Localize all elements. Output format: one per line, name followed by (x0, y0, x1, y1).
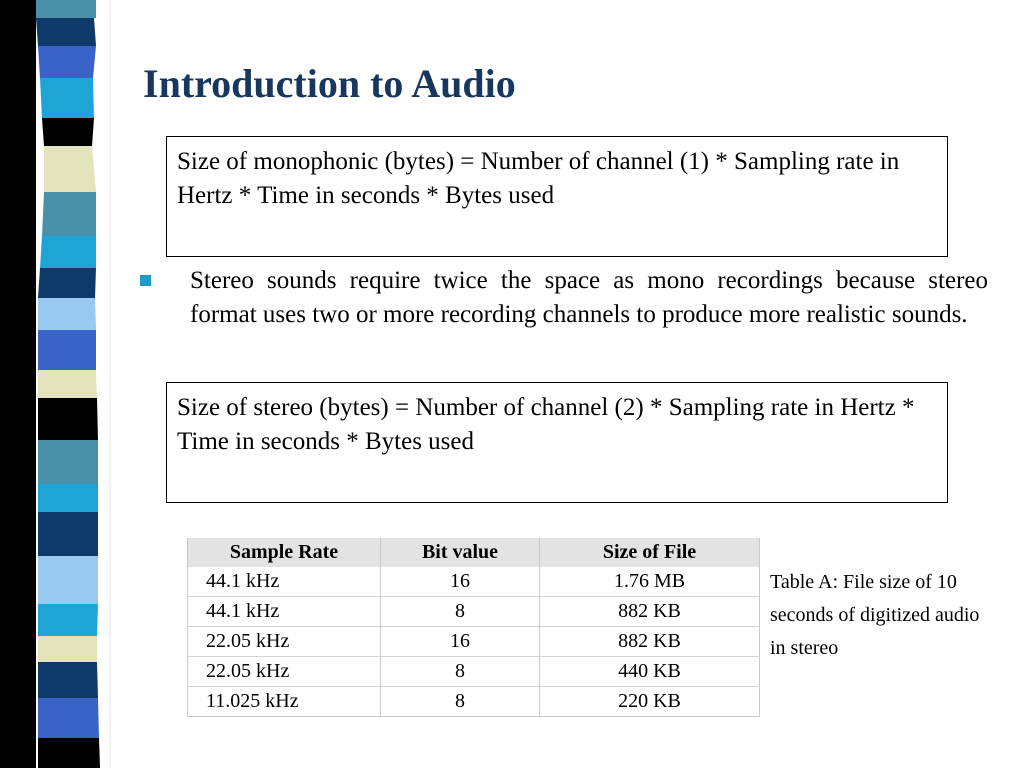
table-cell: 16 (381, 567, 540, 597)
column-header: Size of File (540, 538, 760, 567)
table-cell: 11.025 kHz (188, 687, 381, 717)
strip-band (42, 118, 94, 146)
bullet-text: Stereo sounds require twice the space as mono recordings because stereo format uses two or more recording channels to produce more realistic sounds. (190, 267, 988, 328)
table-cell: 44.1 kHz (188, 597, 381, 627)
strip-band (36, 18, 96, 46)
table-cell: 8 (381, 657, 540, 687)
stereo-formula-box: Size of stereo (bytes) = Number of channel (2) * Sampling rate in Hertz * Time in seconds * Bytes used (166, 382, 948, 503)
column-header: Sample Rate (188, 538, 381, 567)
strip-band (38, 268, 96, 298)
strip-black-edge (0, 0, 36, 768)
strip-band (38, 298, 96, 330)
table-row (188, 687, 760, 717)
strip-band (38, 440, 98, 484)
table-cell: 8 (381, 687, 540, 717)
strip-band (38, 556, 98, 604)
table-caption: Table A: File size of 10 seconds of digitized audio in stereo (770, 571, 980, 659)
table-row (188, 567, 760, 597)
column-header: Bit value (381, 538, 540, 567)
strip-band (38, 604, 98, 636)
strip-band (38, 484, 98, 512)
strip-band (40, 78, 94, 118)
strip-band (38, 738, 100, 768)
slide-title: Introduction to Audio (143, 61, 516, 106)
table-row (188, 657, 760, 687)
table-cell: 440 KB (540, 657, 760, 687)
strip-band (38, 46, 96, 78)
decorative-side-strip (0, 0, 118, 768)
strip-band (38, 512, 98, 556)
strip-art (0, 0, 118, 768)
table-cell: 22.05 kHz (188, 657, 381, 687)
strip-band (38, 662, 98, 698)
strip-band (40, 236, 96, 268)
table-cell: 44.1 kHz (188, 567, 381, 597)
table-cell: 16 (381, 627, 540, 657)
table-cell: 882 KB (540, 597, 760, 627)
table-cell: 220 KB (540, 687, 760, 717)
table-cell: 8 (381, 597, 540, 627)
table-row (188, 627, 760, 657)
table-cell: 22.05 kHz (188, 627, 381, 657)
square-bullet-icon (140, 275, 151, 286)
file-size-table (187, 538, 760, 717)
strip-band (38, 398, 98, 440)
strip-band (38, 698, 99, 738)
strip-band (36, 0, 96, 18)
bullet-point (140, 264, 988, 332)
strip-band (44, 146, 96, 192)
mono-formula-box: Size of monophonic (bytes) = Number of channel (1) * Sampling rate in Hertz * Time in seconds * Bytes used (166, 136, 948, 257)
table-header-row (188, 538, 760, 567)
strip-band (38, 330, 96, 370)
table-cell: 882 KB (540, 627, 760, 657)
table-cell: 1.76 MB (540, 567, 760, 597)
strip-band (38, 370, 97, 398)
strip-band (42, 192, 96, 236)
table-row (188, 597, 760, 627)
strip-band (38, 636, 97, 662)
